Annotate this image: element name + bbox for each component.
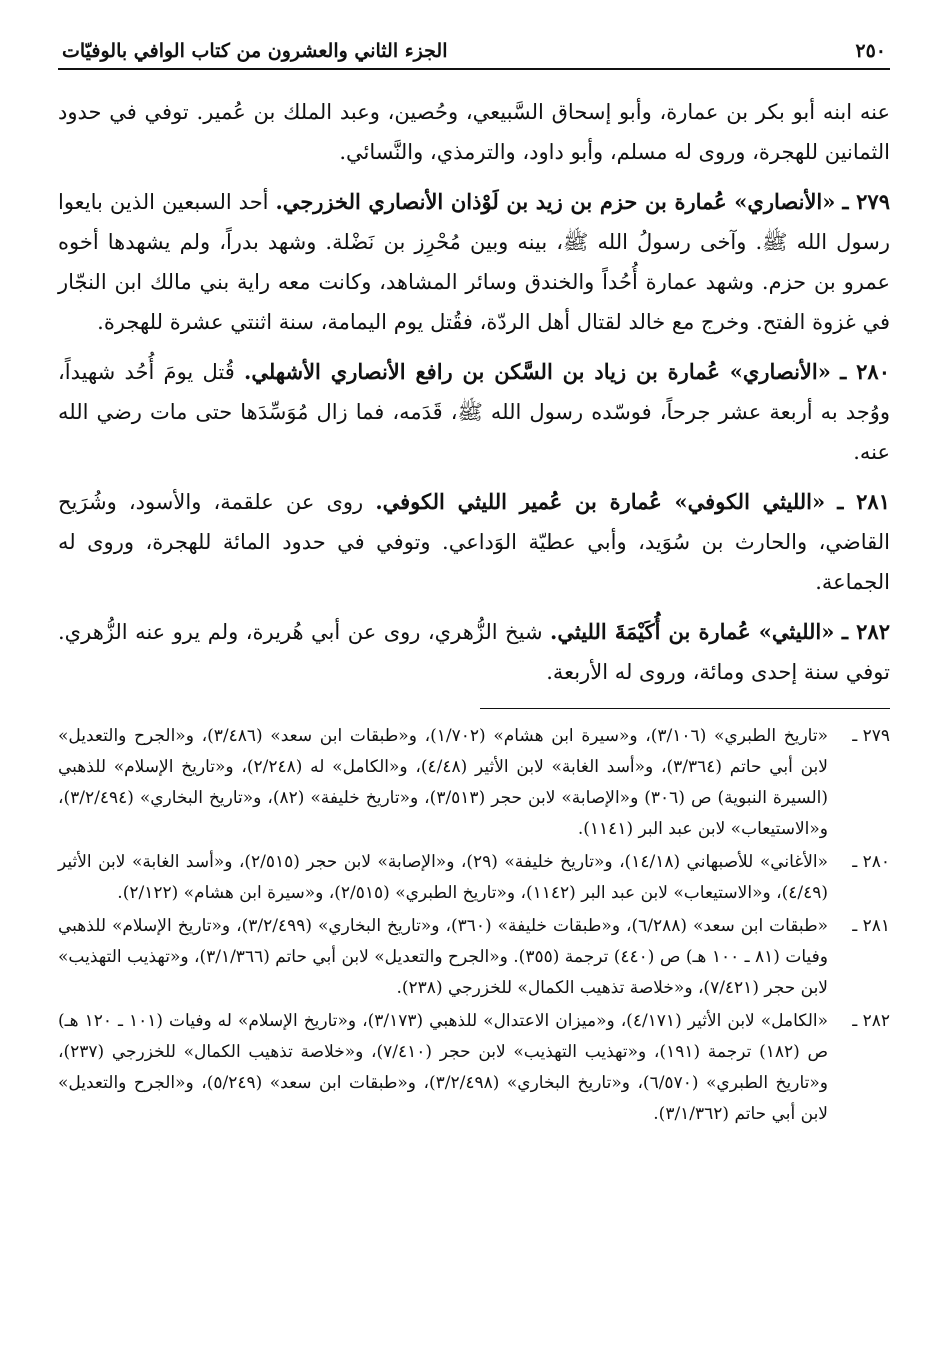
footnote-text: «الكامل» لابن الأثير (٤/١٧١)، و«ميزان الاعتدال» للذهبي (٣/١٧٣)، و«تاريخ الإسلام» له وفيات (١٠١ ـ ١٢٠ هـ) ص (١٨٢) ترجمة (١٩١)، و«تهذيب التهذيب» لابن حجر (٧/٤١٠)، و«خلاصة تذهيب الكمال» للخزرجي (٢٣٧)، و«تاريخ الطبري» (٦/٥٧٠)، و«تاريخ البخاري» (٣/٢/٤٩٨)، و«طبقات ابن سعد» (٥/٢٤٩)، و«الجرح والتعديل» لابن أبي حاتم (٣/١/٣٦٢). [58,1011,828,1124]
entry-body: روى عن علقمة، والأسود، وشُرَيح القاضي، والحارث بن سُوَيد، وأبي عطيّة الوَداعي. وتوفي في حدود المائة للهجرة، وروى له الجماعة. [58,490,890,594]
footnote-280 [58,847,890,909]
entry-heading: «الأنصاري» عُمارة بن زياد بن السَّكن بن رافع الأنصاري الأشهلي. [244,359,831,384]
footnote-text: «الأغاني» للأصبهاني (١٤/١٨)، و«تاريخ خليفة» (٢٩)، و«الإصابة» لابن حجر (٢/٥١٥)، و«أسد الغابة» لابن الأثير (٤/٤٩)، و«الاستيعاب» لابن عبد البر (١١٤٢)، و«تاريخ الطبري» (٢/٥١٥)، و«سيرة ابن هشام» (٢/١٢٢). [58,852,829,903]
entry-heading: «الليثي الكوفي» عُمارة بن عُمير الليثي الكوفي. [375,489,826,514]
entry-279 [58,182,890,342]
footnote-text: «تاريخ الطبري» (٣/١٠٦)، و«سيرة ابن هشام» (١/٧٠٢)، و«طبقات ابن سعد» (٣/٤٨٦)، و«الجرح والتعديل» لابن أبي حاتم (٣/٣٦٤)، و«أسد الغابة» لابن الأثير (٤/٤٨)، و«الكامل» له (٢/٢٤٨)، و«تاريخ الإسلام» للذهبي (السيرة النبوية) ص (٣٠٦) و«الإصابة» لابن حجر (٣/٥١٣)، و«تاريخ خليفة» (٨٢)، و«تاريخ البخاري» (٣/٢/٤٩٤)، و«الاستيعاب» لابن عبد البر (١١٤١). [58,726,829,839]
entry-number: ٢٨٠ ـ [840,359,890,384]
entry-number: ٢٨١ ـ [837,489,890,514]
footnote-number: ٢٨٢ ـ [852,1011,890,1031]
footnote-282 [58,1006,890,1130]
book-page [58,40,890,1132]
entry-280 [58,352,890,472]
entry-number: ٢٧٩ ـ [842,189,890,214]
footnote-number: ٢٧٩ ـ [852,726,890,746]
entry-number: ٢٨٢ ـ [841,619,890,644]
intro-paragraph: عنه ابنه أبو بكر بن عمارة، وأبو إسحاق السَّبيعي، وحُصين، وعبد الملك بن عُمير. توفي في حدود الثمانين للهجرة، وروى له مسلم، وأبو داود، والترمذي، والنَّسائي. [58,100,890,164]
footnote-number: ٢٨٠ ـ [852,852,890,872]
footnote-279 [58,721,890,845]
page-number: ٢٥٠ [855,40,886,62]
entry-heading: «الأنصاري» عُمارة بن حزم بن زيد بن لَوْذان الأنصاري الخزرجي. [275,189,836,214]
entry-body: قُتل يومَ أُحُد شهيداً، ووُجد به أربعة عشر جرحاً، فوسّده رسول الله ﷺ، قَدَمه، فما زال مُوَسِّدَها حتى مات رضي الله عنه. [58,360,890,464]
book-title: الجزء الثاني والعشرون من كتاب الوافي بالوفيّات [62,40,448,62]
footnote-281 [58,911,890,1004]
running-header [58,40,890,70]
footnote-separator [480,708,890,709]
entry-body: شيخ الزُّهري، روى عن أبي هُريرة، ولم يرو عنه الزُّهري. توفي سنة إحدى ومائة، وروى له الأربعة. [58,620,890,684]
footnote-text: «طبقات ابن سعد» (٦/٢٨٨)، و«طبقات خليفة» (٣٦٠)، و«تاريخ البخاري» (٣/٢/٤٩٩)، و«تاريخ الإسلام» للذهبي وفيات (٨١ ـ ١٠٠ هـ) ص (٤٤٠) ترجمة (٣٥٥). و«الجرح والتعديل» لابن أبي حاتم (٣/١/٣٦٦)، و«تهذيب التهذيب» لابن حجر (٧/٤٢١)، و«خلاصة تذهيب الكمال» للخزرجي (٢٣٨). [58,916,828,998]
main-text [58,92,890,692]
entry-heading: «الليثي» عُمارة بن أُكَيْمَةَ الليثي. [550,619,835,644]
entry-281 [58,482,890,602]
footnote-number: ٢٨١ ـ [852,916,890,936]
entry-body: أحد السبعين الذين بايعوا رسول الله ﷺ. وآخى رسولُ الله ﷺ، بينه وبين مُحْرِز بن نَضْلة. وشهد بدراً، ولم يشهدها أخوه عمرو بن حزم. وشهد عمارة أُحُداً والخندق وسائر المشاهد، وكانت معه راية بني مالك ابن النجّار في غزوة الفتح. وخرج مع خالد لقتال أهل الردّة، فقُتل يوم اليمامة، سنة اثنتي عشرة للهجرة. [58,190,890,334]
footnotes [58,721,890,1130]
entry-282 [58,612,890,692]
